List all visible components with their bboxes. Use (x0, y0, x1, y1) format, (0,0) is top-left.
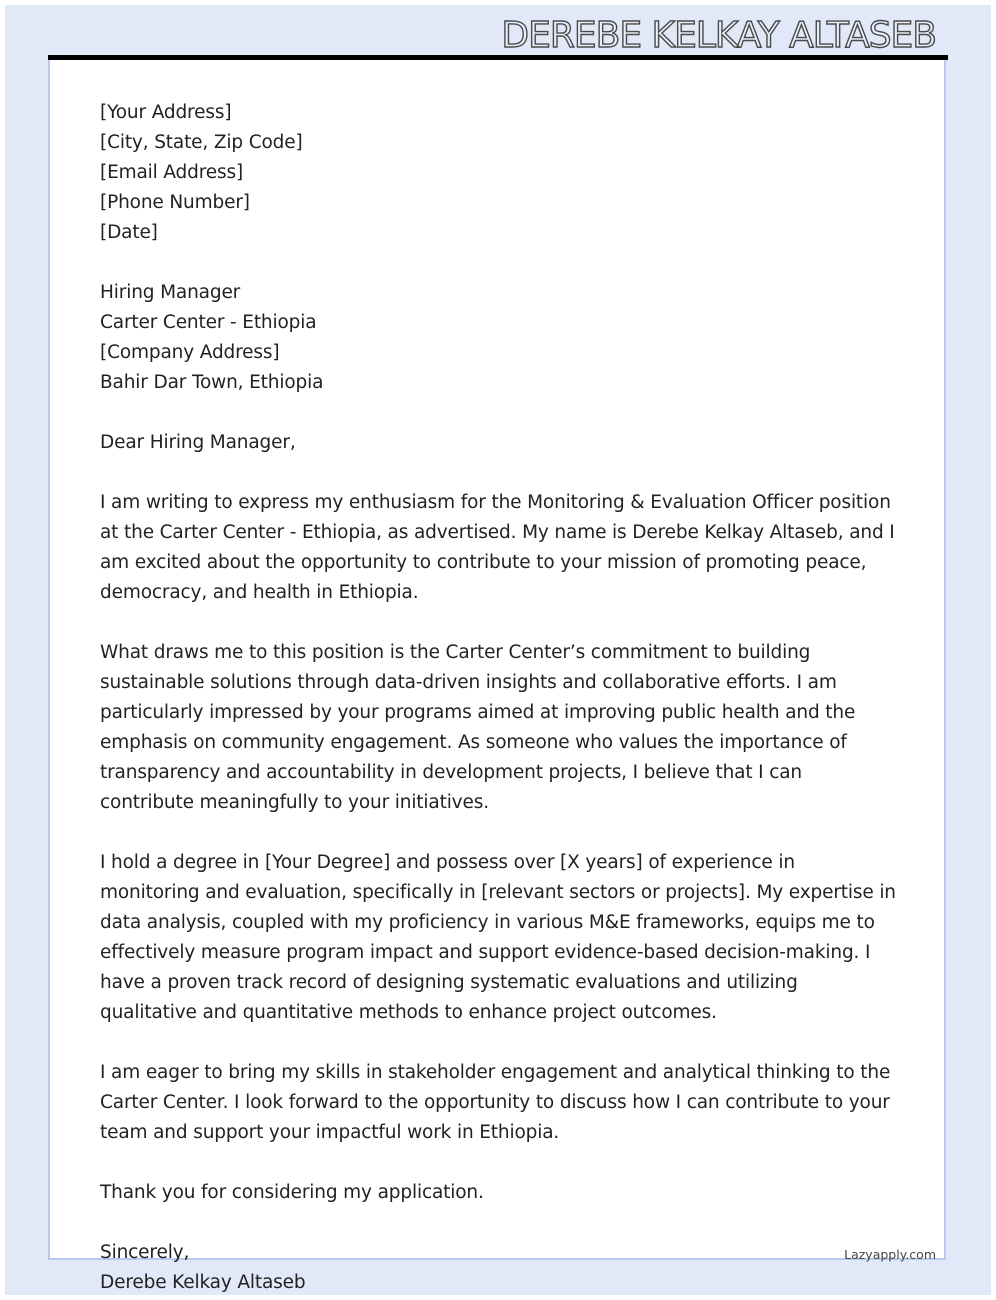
sender-phone: [Phone Number] (100, 192, 250, 213)
sender-block (100, 98, 900, 248)
spacer (100, 458, 900, 488)
letter-body (100, 98, 900, 1298)
recipient-location: Bahir Dar Town, Ethiopia (100, 372, 324, 393)
watermark-text: Lazyapply.com (844, 1247, 936, 1262)
body-paragraph: Thank you for considering my application. (100, 1182, 484, 1203)
recipient-title: Hiring Manager (100, 282, 241, 303)
applicant-name-heading: DEREBE KELKAY ALTASEB (501, 15, 936, 56)
body-paragraph: What draws me to this position is the Carter Center’s commitment to building sustainable solutions through data-driven insights and collaborative efforts. I am particularly impressed by your programs aimed at improving public health and the emphasis on community engagement. As someone who values the importance of transparency and accountability in development projects, I believe that I can contribute meaningfully to your initiatives. (100, 642, 856, 813)
spacer (100, 818, 900, 848)
sender-address: [Your Address] (100, 102, 232, 123)
sender-email: [Email Address] (100, 162, 244, 183)
body-paragraph: I am writing to express my enthusiasm for the Monitoring & Evaluation Officer position at the Carter Center - Ethiopia, as advertised. My name is Derebe Kelkay Altaseb, and I am excited about the opportunity to contribute to your mission of promoting peace, democracy, and health in Ethiopia. (100, 492, 895, 603)
spacer (100, 1208, 900, 1238)
spacer (100, 1028, 900, 1058)
body-paragraph: I hold a degree in [Your Degree] and possess over [X years] of experience in monitoring and evaluation, specifically in [relevant sectors or projects]. My expertise in data analysis, coupled with my proficiency in various M&E frameworks, equips me to effectively measure program impact and support evidence-based decision-making. I have a proven track record of designing systematic evaluations and utilizing qualitative and quantitative methods to enhance project outcomes. (100, 852, 896, 1023)
sender-city-state-zip: [City, State, Zip Code] (100, 132, 303, 153)
recipient-address: [Company Address] (100, 342, 280, 363)
closing: Sincerely, (100, 1242, 190, 1263)
recipient-block (100, 278, 900, 398)
body-paragraph: I am eager to bring my skills in stakeholder engagement and analytical thinking to the Carter Center. I look forward to the opportunity to discuss how I can contribute to your team and support your impactful work in Ethiopia. (100, 1062, 891, 1143)
recipient-organization: Carter Center - Ethiopia (100, 312, 317, 333)
signature: Derebe Kelkay Altaseb (100, 1272, 306, 1293)
letter-date: [Date] (100, 222, 158, 243)
salutation: Dear Hiring Manager, (100, 432, 296, 453)
spacer (100, 608, 900, 638)
spacer (100, 248, 900, 278)
spacer (100, 1148, 900, 1178)
spacer (100, 398, 900, 428)
